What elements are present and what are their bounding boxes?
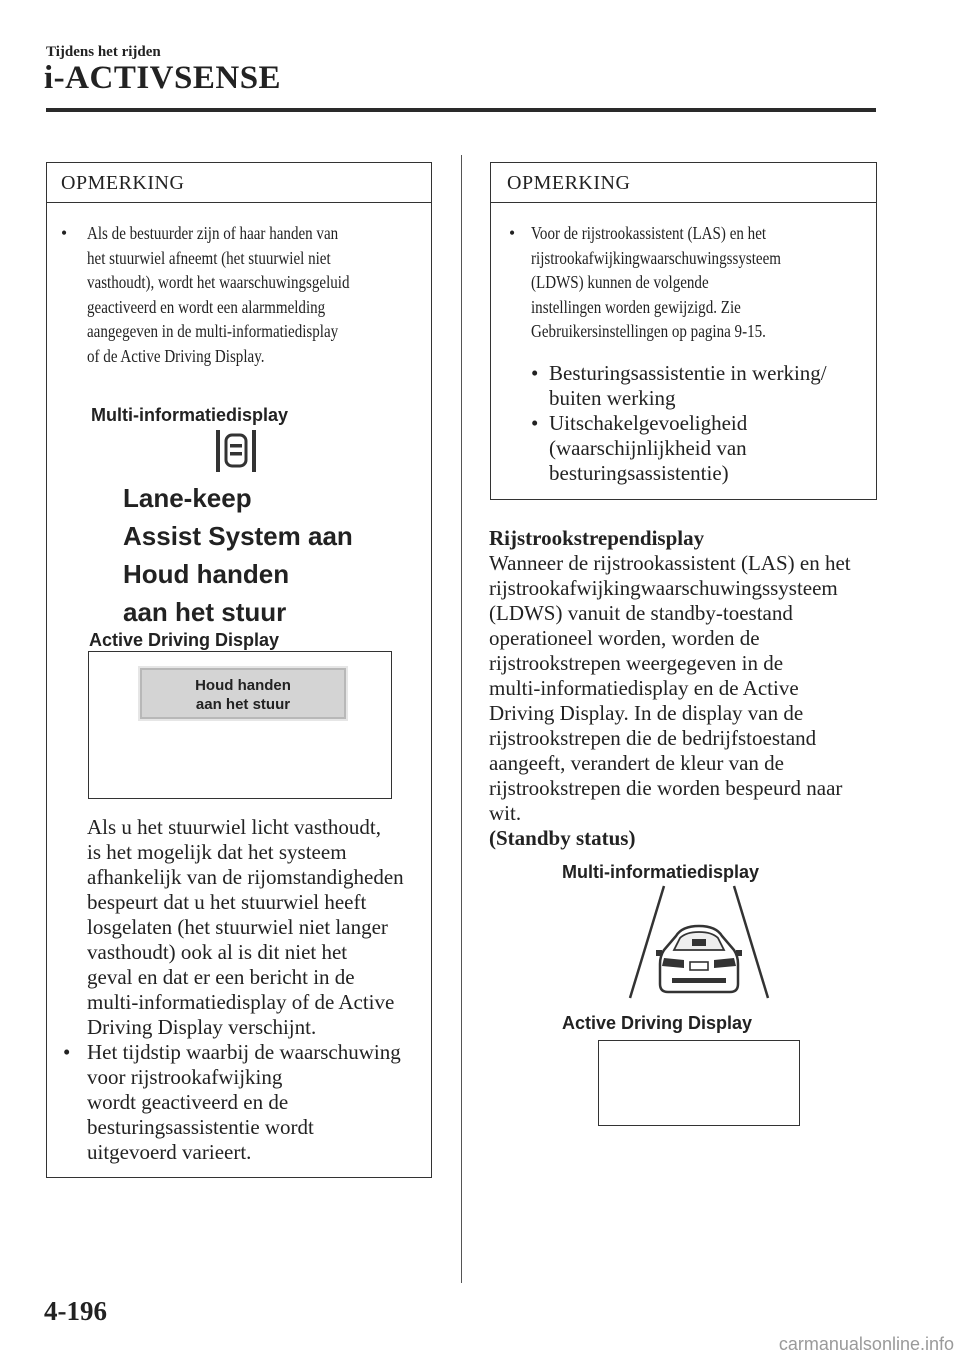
right-note-bullet1-text: Voor de rijstrookassistent (LAS) en het rijstrookafwijkingwaarschuwingssysteem (LDWS) kunnen de volgende instellingen worden gewijzigd. Zie Gebruikersinstellingen op pagina 9-15. xyxy=(531,223,781,341)
car-rear-icon xyxy=(626,884,772,1000)
bullet-dot: • xyxy=(531,411,539,435)
standby-adp-label: Active Driving Display xyxy=(562,1013,753,1033)
page-number: 4-196 xyxy=(44,1296,107,1326)
adp-label: Active Driving Display xyxy=(89,630,280,650)
bullet-dot: • xyxy=(63,1040,71,1064)
section-heading: Rijstrookstrependisplay xyxy=(489,526,705,550)
right-note-header xyxy=(491,163,876,203)
mid-label: Multi-informatiedisplay xyxy=(91,405,289,425)
left-note-box xyxy=(46,162,432,1178)
section-label: Tijdens het rijden xyxy=(46,44,161,60)
header-rule xyxy=(46,108,876,112)
page-title: i-ACTIVSENSE xyxy=(44,60,282,96)
standby-mid-label: Multi-informatiedisplay xyxy=(562,862,760,882)
standby-adp-frame xyxy=(598,1040,800,1126)
bullet-dot: • xyxy=(61,223,68,243)
section-subheading: (Standby status) xyxy=(489,826,636,850)
section-body: Wanneer de rijstrookassistent (LAS) en het rijstrookafwijkingwaarschuwingssysteem (LDWS) vanuit de standby-toestand operationeel worden, worden de rijstrookstrepen weergegeven in de multi-informatiedisplay en de Active Driving Display. In de display van de rijstrookstrepen die de bedrijfstoestand aangeeft, verandert de kleur van de rijstrookstrepen die worden bespeurd naar wit. xyxy=(489,551,851,825)
left-note-bullet2-text: Het tijdstip waarbij de waarschuwing voor rijstrookafwijking wordt geactiveerd en de besturingsassistentie wordt uitgevoerd varieert. xyxy=(87,1040,401,1164)
right-note-title: OPMERKING xyxy=(507,172,631,194)
right-note-sub-bullet-2: Uitschakelgevoeligheid (waarschijnlijkheid van besturingsassistentie) xyxy=(549,411,748,485)
bullet-dot: • xyxy=(531,361,539,385)
mid-message: Lane-keep Assist System aan Houd handen aan het stuur xyxy=(123,483,353,627)
column-divider xyxy=(461,155,462,1283)
right-note-sub-bullet-1: Besturingsassistentie in werking/ buiten werking xyxy=(549,361,827,410)
left-note-title: OPMERKING xyxy=(61,172,185,194)
left-note-bullet1-text: Als de bestuurder zijn of haar handen van het stuurwiel afneemt (het stuurwiel niet vasthoudt), wordt het waarschuwingsgeluid geactiveerd en wordt een alarmmelding aangegeven in de multi-informatiedisplay of de Active Driving Display. xyxy=(87,223,350,366)
hands-on-banner: Houd handen aan het stuur xyxy=(140,668,346,719)
adp-frame xyxy=(88,651,392,799)
bullet-dot: • xyxy=(509,223,516,243)
left-note-header xyxy=(47,163,431,203)
right-note-box xyxy=(490,162,877,500)
lane-keep-icon xyxy=(215,428,257,474)
left-note-paragraph: Als u het stuurwiel licht vasthoudt, is het mogelijk dat het systeem afhankelijk van de rijomstandigheden bespeurt dat u het stuurwiel heeft losgelaten (het stuurwiel niet langer vasthoudt) ook al is dit niet het geval en dat er een bericht in de multi-informatiedisplay of de Active Driving Display verschijnt. xyxy=(87,815,404,1039)
watermark: carmanualsonline.info xyxy=(778,1334,954,1354)
